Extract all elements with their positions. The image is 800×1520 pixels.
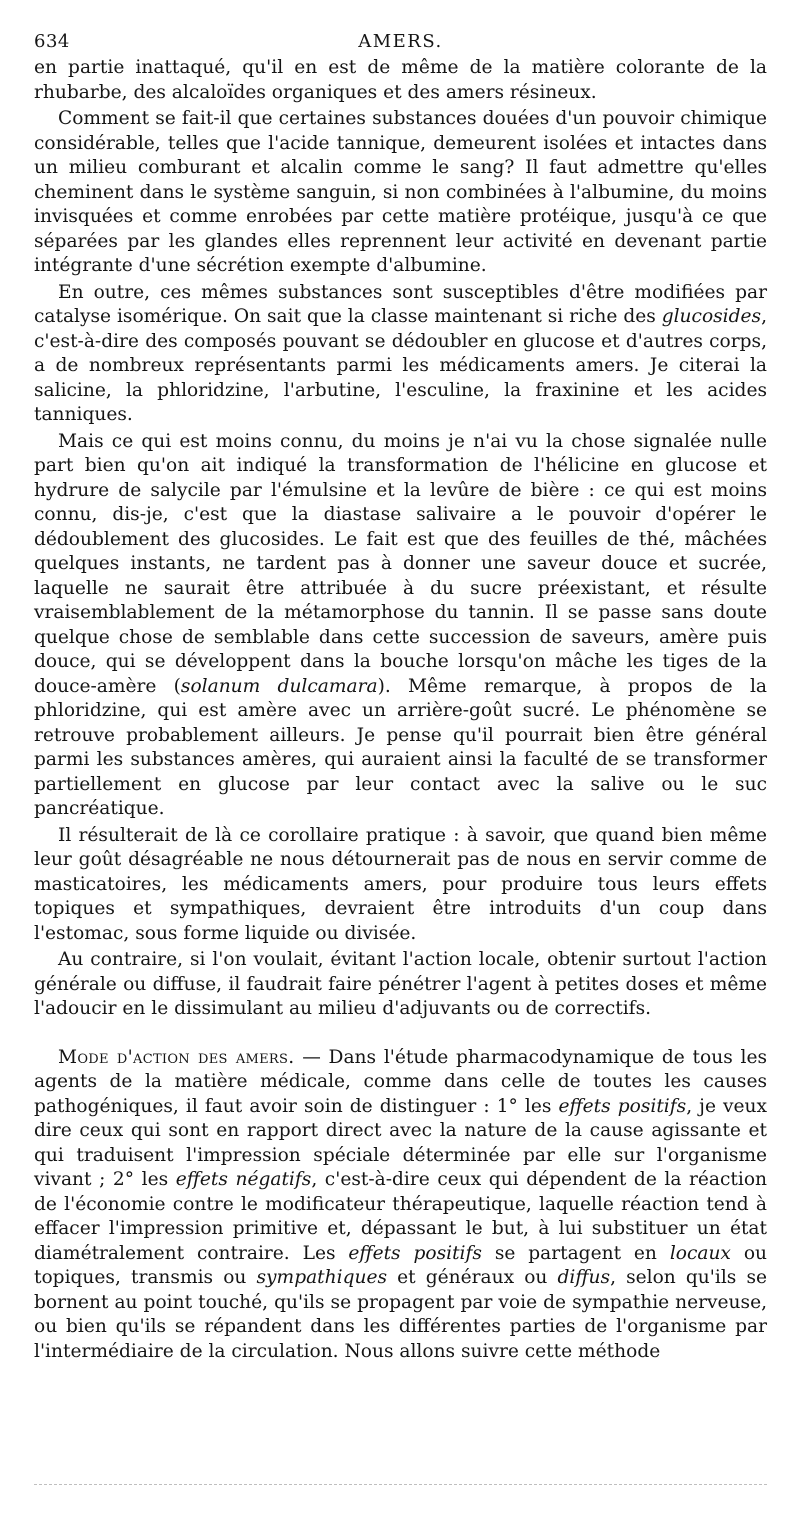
paragraph-salivary-diastase	[34, 430, 767, 822]
paragraph-glucosides	[34, 281, 767, 428]
text-run: ). Même remarque, à propos de la phloridzine, qui est amère avec un arrière-goût sucré. Le phénomène se retrouve probablement ailleurs. Je pense qu'il pourrait bien être général parmi les substances amères, qui auraient ainsi la faculté de se transformer partiellement en glucose par leur contact avec la salive ou le suc pancréatique.	[34, 675, 767, 819]
footer-rule	[34, 1484, 767, 1485]
text-run: , selon qu'ils se bornent au point touché, qu'ils se propagent par voie de sympathie nerveuse, ou bien qu'ils se répandent dans les différentes parties de l'organisme par l'intermédiaire de la circulation. Nous allons suivre cette méthode	[34, 1267, 768, 1362]
italic-term: locaux	[669, 1242, 731, 1264]
section-heading: Mode d'action des amers.	[58, 1046, 295, 1068]
text-run: En outre, ces mêmes substances sont susceptibles d'être modifiées par catalyse isomérique. On sait que la classe maintenant si riche des	[34, 281, 767, 327]
italic-term: effets positifs	[348, 1242, 482, 1264]
body-text	[34, 56, 767, 1364]
italic-term: glucosides	[661, 306, 762, 327]
text-run: Comment se fait-il que certaines substances douées d'un pouvoir chimique considérable, telles que l'acide tannique, demeurent isolées et intactes dans un milieu comburant et alcalin comme le sang? Il faut admettre qu'elles cheminent dans le système sanguin, si non combinées à l'albumine, du moins invisquées et comme enrobées par cette matière protéique, jusqu'à ce que séparées par les glandes elles reprennent leur activité en devenant partie intégrante d'une sécrétion exempte d'albumine.	[34, 108, 767, 276]
italic-term: effets négatifs	[175, 1169, 312, 1190]
text-run: et généraux ou	[387, 1267, 558, 1288]
italic-term: effets positifs	[558, 1095, 687, 1117]
text-run: , c'est-à-dire ceux qui dépendent de la réaction de l'économie contre le modificateur thérapeutique, laquelle réaction tend à effacer l'impression primitive et, dépassant le but, à lui substituer un état diamétralement contraire. Les	[34, 1169, 768, 1264]
italic-term: sympathiques	[256, 1267, 387, 1288]
text-run: en partie inattaqué, qu'il en est de même de la matière colorante de la rhubarbe, des alcaloïdes organiques et des amers résineux.	[34, 57, 767, 103]
running-head	[34, 28, 767, 56]
paragraph-continuation	[34, 56, 767, 105]
paragraph-corollary	[34, 824, 767, 947]
text-run: — Dans l'étude pharmacodynamique de tous les agents de la matière médicale, comme dans celle de toutes les causes pathogéniques, il faut avoir soin de distinguer : 1° les	[34, 1046, 767, 1117]
text-run: ou topiques, transmis ou	[34, 1242, 767, 1288]
running-title: AMERS.	[358, 31, 443, 52]
book-page	[34, 28, 767, 1498]
text-run: se partagent en	[481, 1242, 670, 1264]
text-run: Il résulterait de là ce corollaire pratique : à savoir, que quand bien même leur goût désagréable ne nous détournerait pas de nous en servir comme de masticatoires, les médicaments amers, pour produire tous leurs effets topiques et sympathiques, devraient être introduits d'un coup dans l'estomac, sous forme liquide ou divisée.	[34, 824, 767, 944]
paragraph-contrary	[34, 948, 767, 1022]
text-run: , je veux dire ceux qui sont en rapport direct avec la nature de la cause agissante et qui traduisent l'impression spéciale déterminée par elle sur l'organisme vivant ; 2° les	[34, 1095, 767, 1190]
italic-term: diffus	[557, 1267, 611, 1288]
paragraph-tannic-acid	[34, 107, 767, 279]
italic-term: solanum dulcamara	[180, 675, 378, 697]
text-run: , c'est-à-dire des composés pouvant se dédoubler en glucose et d'autres corps, a de nombreux représentants parmi les médicaments amers. Je citerai la salicine, la phloridzine, l'arbutine, l'esculine, la fraxinine et les acides tanniques.	[34, 306, 767, 425]
section-mode-action	[34, 1046, 767, 1365]
text-run: Au contraire, si l'on voulait, évitant l'action locale, obtenir surtout l'action générale ou diffuse, il faudrait faire pénétrer l'agent à petites doses et même l'adoucir en le dissimulant au milieu d'adjuvants ou de correctifs.	[34, 949, 767, 1019]
text-run: Mais ce qui est moins connu, du moins je n'ai vu la chose signalée nulle part bien qu'on ait indiqué la transformation de l'hélicine en glucose et hydrure de salycile par l'émulsine et la levûre de bière : ce qui est moins connu, dis-je, c'est que la diastase salivaire a le pouvoir d'opérer le dédoublement des glucosides. Le fait est que des feuilles de thé, mâchées quelques instants, ne tardent pas à donner une saveur douce et sucrée, laquelle ne saurait être attribuée à du sucre préexistant, et résulte vraisemblablement de la métamorphose du tannin. Il se passe sans doute quelque chose de semblable dans cette succession de saveurs, amère puis douce, qui se développent dans la bouche lorsqu'on mâche les tiges de la douce-amère (	[34, 430, 767, 697]
page-number: 634	[34, 31, 70, 52]
section-gap	[34, 1024, 767, 1046]
section-body	[34, 1047, 767, 1362]
